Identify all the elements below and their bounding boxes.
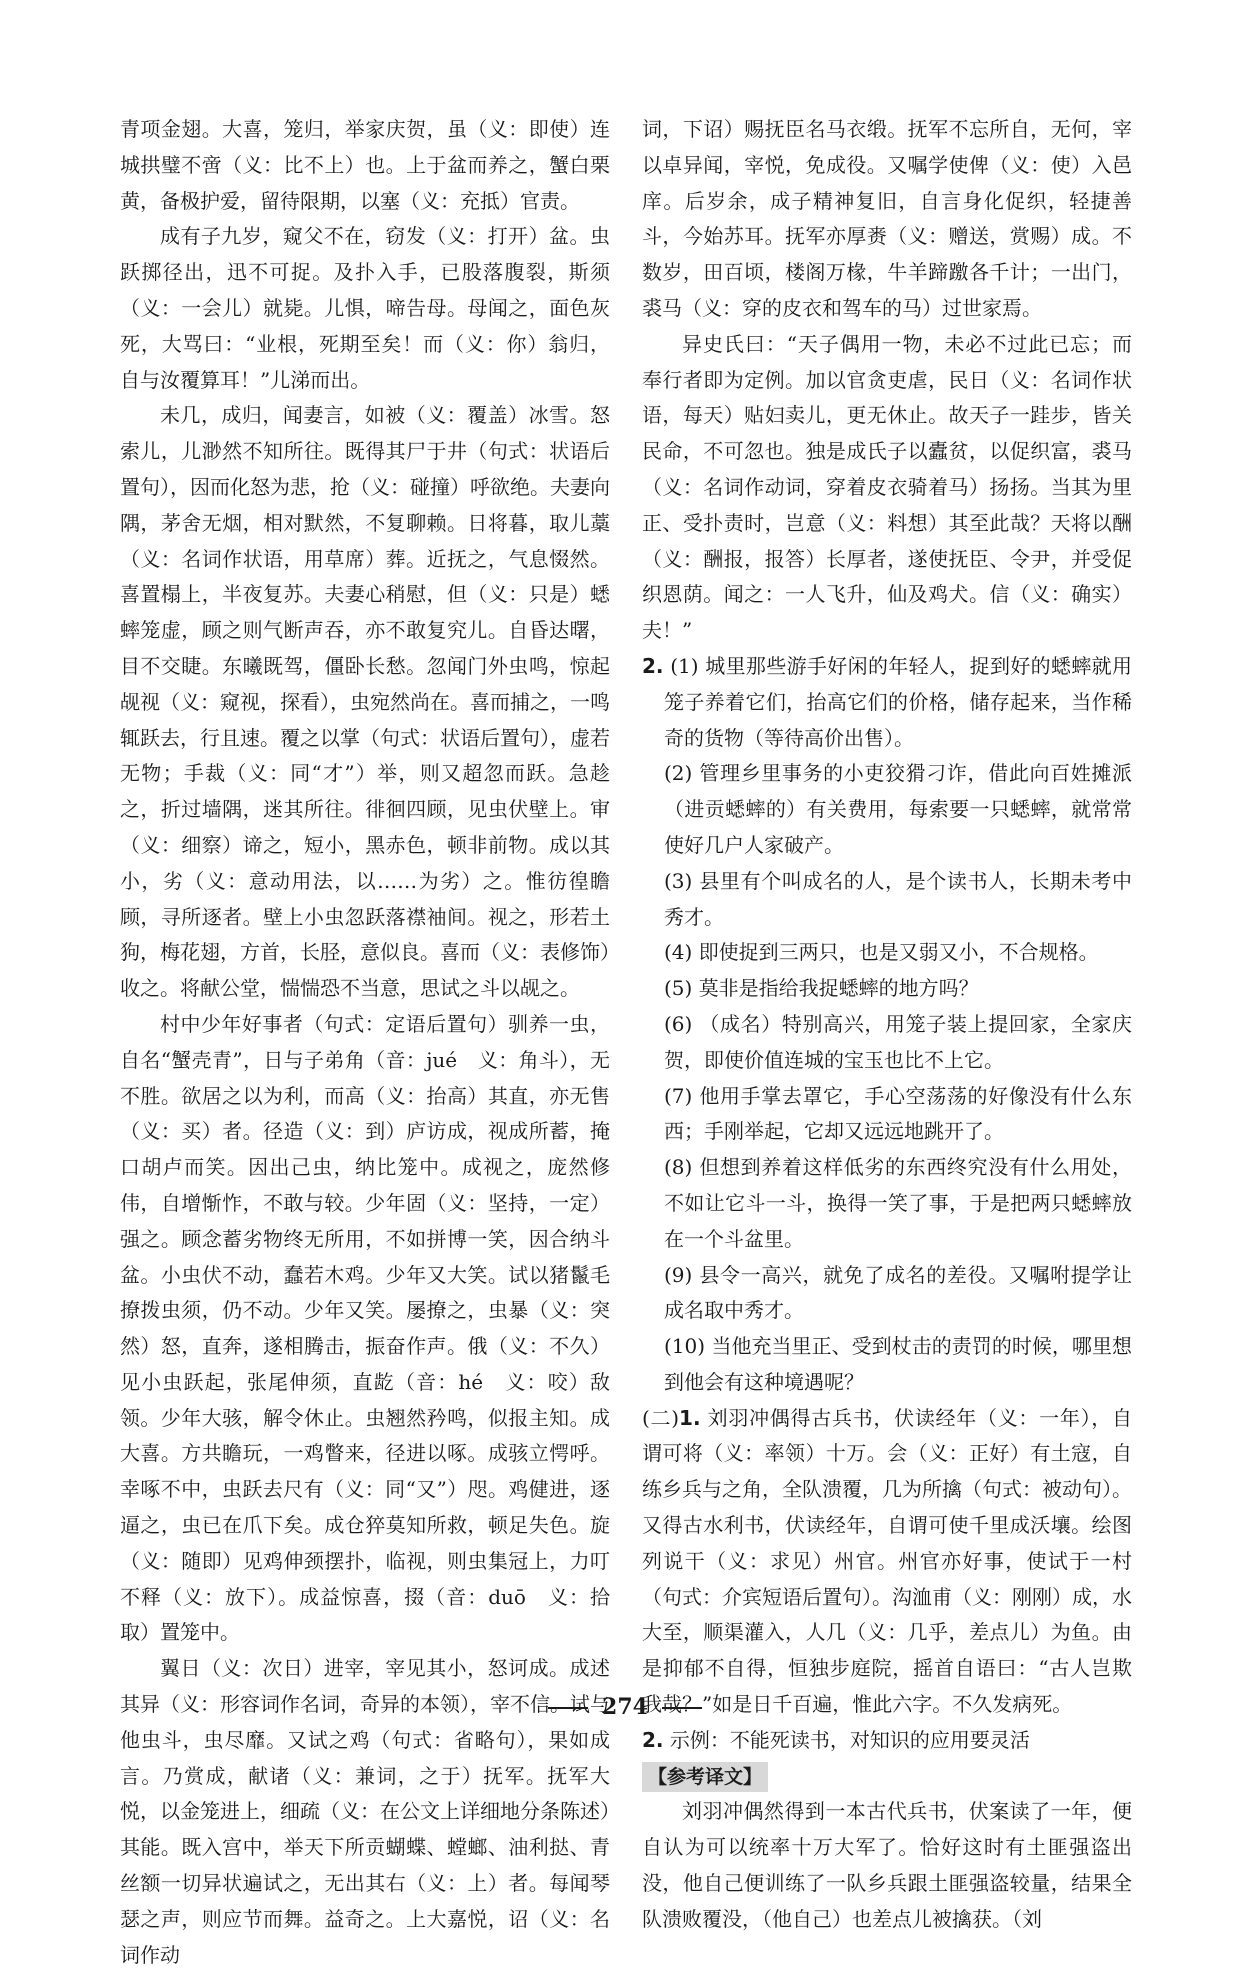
answer-item: (5) 莫非是指给我捉蟋蟀的地方吗？ [664,976,979,1001]
answer-text: 示例：不能死读书，对知识的应用要灵活 [669,1727,1030,1752]
paragraph: 青项金翅。大喜，笼归，举家庆贺，虽（义：即使）连城拱璧不啻（义：比不上）也。上于盆而养之，蟹白栗黄，备极护爱，留待限期，以塞（义：充抵）官责。 [120,117,610,213]
answer-item [642,649,1132,756]
page-footer [0,1694,1250,1720]
section-label: (二) [642,1405,680,1430]
paragraph: 村中少年好事者（句式：定语后置句）驯养一虫，自名“蟹壳青”，日与子弟角（音：jué 义：角斗），无不胜。欲居之以为利，而高（义：抬高）其直，亦无售（义：买）者。径造（义：到）庐访成，视成所蓄，掩口胡卢而笑。因出己虫，纳比笼中。成视之，庞然修伟，自增惭怍，不敢与较。少年固（义：坚持，一定）强之。顾念蓄劣物终无所用，不如拼博一笑，因合纳斗盆。小虫伏不动，蠢若木鸡。少年又大笑。试以猪鬣毛撩拨虫须，仍不动。少年又笑。屡撩之，虫暴（义：突然）怒，直奔，遂相腾击，振奋作声。俄（义：不久）见小虫跃起，张尾伸须，直龁（音：hé 义：咬）敌领。少年大骇，解令休止。虫翘然矜鸣，似报主知。成大喜。方共瞻玩，一鸡瞥来，径进以啄。成骇立愕呼。幸啄不中，虫跃去尺有（义：同“又”）咫。鸡健进，逐逼之，虫已在爪下矣。成仓猝莫知所救，顿足失色。旋（义：随即）见鸡伸颈摆扑，临视，则虫集冠上，力叮不释（义：放下）。成益惊喜，掇（音：duō 义：拾取）置笼中。 [120,1011,610,1645]
answer-item: (10) 当他充当里正、受到杖击的责罚的时候，哪里想到他会有这种境遇呢？ [664,1334,1132,1394]
answer-item: (8) 但想到养着这样低劣的东西终究没有什么用处，不如让它斗一斗，换得一笑了事，于是把两只蟋蟀放在一个斗盆里。 [664,1155,1132,1251]
answer-text: (1) 城里那些游手好闲的年轻人，捉到好的蟋蟀就用笼子养着它们，抬高它们的价格，储存起来，当作稀奇的货物（等待高价出售）。 [664,653,1133,750]
answer-item: (2) 管理乡里事务的小吏狡猾刁诈，借此向百姓摊派（进贡蟋蟀的）有关费用，每索要一只蟋蟀，就常常使好几户人家破产。 [664,761,1132,857]
answer-item: (6) （成名）特别高兴，用笼子装上提回家，全家庆贺，即使价值连城的宝玉也比不上它。 [664,1011,1132,1072]
question-number: 2. [642,1727,664,1752]
question-number: 2. [642,653,664,678]
footer-rule-right [662,1707,702,1709]
footer-rule-left [548,1707,588,1709]
paragraph: 成有子九岁，窥父不在，窃发（义：打开）盆。虫跃掷径出，迅不可捉。及扑入手，已股落腹裂，斯须（义：一会儿）就毙。儿惧，啼告母。母闻之，面色灰死，大骂曰：“业根，死期至矣！而（义：你）翁归，自与汝覆算耳！”儿涕而出。 [120,224,610,392]
paragraph: 异史氏曰：“天子偶用一物，未必不过此已忘；而奉行者即为定例。加以官贪吏虐，民日（义：名词作状语，每天）贴妇卖儿，更无休止。故天子一跬步，皆关民命，不可忽也。独是成氏子以蠹贫，以促织富，裘马（义：名词作动词，穿着皮衣骑着马）扬扬。当其为里正、受扑责时，岂意（义：料想）其至此哉？天将以酬（义：酬报，报答）长厚者，遂使抚臣、令尹，并受促织恩荫。闻之：一人飞升，仙及鸡犬。信（义：确实）夫！” [642,331,1132,643]
answer-item: (3) 县里有个叫成名的人，是个读书人，长期未考中秀才。 [664,868,1132,929]
answer-item: (4) 即使捉到三两只，也是又弱又小，不合规格。 [664,940,1099,965]
question-number: 1. [679,1405,701,1430]
answer-item: (9) 县令一高兴，就免了成名的差役。又嘱咐提学让成名取中秀才。 [664,1262,1132,1323]
paragraph: 词，下诏）赐抚臣名马衣缎。抚军不忘所自，无何，宰以卓异闻，宰悦，免成役。又嘱学使俾（义：使）入邑庠。后岁余，成子精神复旧，自言身化促织，轻捷善斗，今始苏耳。抚军亦厚赉（义：赠送，赏赐）成。不数岁，田百顷，楼阁万椽，牛羊蹄躈各千计；一出门，裘马（义：穿的皮衣和驾车的马）过世家焉。 [642,117,1132,320]
answer-item: (7) 他用手掌去罩它，手心空荡荡的好像没有什么东西；手刚举起，它却又远远地跳开了。 [664,1083,1132,1144]
answer-item [642,1723,1132,1759]
right-column [642,112,1132,1938]
paragraph: 未几，成归，闻妻言，如被（义：覆盖）冰雪。怒索儿，儿渺然不知所往。既得其尸于井（句式：状语后置句），因而化怒为悲，抢（义：碰撞）呼欲绝。夫妻向隅，茅舍无烟，相对默然，不复聊赖。日将暮，取儿藁（义：名词作状语，用草席）葬。近抚之，气息惙然。喜置榻上，半夜复苏。夫妻心稍慰，但（义：只是）蟋蟀笼虚，顾之则气断声吞，亦不敢复究儿。自昏达曙，目不交睫。东曦既驾，僵卧长愁。忽闻门外虫鸣，惊起觇视（义：窥视，探看），虫宛然尚在。喜而捕之，一鸣辄跃去，行且速。覆之以掌（句式：状语后置句），虚若无物；手裁（义：同“才”）举，则又超忽而跃。急趁之，折过墙隅，迷其所往。徘徊四顾，见虫伏壁上。审（义：细察）谛之，短小，黑赤色，顿非前物。成以其小，劣（义：意动用法，以……为劣）之。惟彷徨瞻顾，寻所逐者。壁上小虫忽跃落襟袖间。视之，形若土狗，梅花翅，方首，长胫，意似良。喜而（义：表修饰）收之。将献公堂，惴惴恐不当意，思试之斗以觇之。 [120,403,610,1001]
paragraph: 刘羽冲偶然得到一本古代兵书，伏案读了一年，便自认为可以统率十万大军了。恰好这时有土匪强盗出没，他自己便训练了一队乡兵跟土匪强盗较量，结果全队溃败覆没，（他自己）也差点儿被擒获。（刘 [642,1799,1132,1931]
reference-translation-label: 【参考译文】 [642,1762,768,1792]
answer-text: 刘羽冲偶得古兵书，伏读经年（义：一年），自谓可将（义：率领）十万。会（义：正好）有土寇，自练乡兵与之角，全队溃覆，几为所擒（句式：被动句）。又得古水利书，伏读经年，自谓可使千里成沃壤。绘图列说干（义：求见）州官。州官亦好事，使试于一村（句式：介宾短语后置句）。沟洫甫（义：刚刚）成，水大至，顺渠灌入，人几（义：几乎，差点儿）为鱼。由是抑郁不自得，恒独步庭院，摇首自语曰：“古人岂欺我哉？”如是日千百遍，惟此六字。不久发病死。 [642,1405,1133,1717]
paragraph: 翼日（义：次日）进宰，宰见其小，怒诃成。成述其异（义：形容词作名词，奇异的本领），宰不信。试与他虫斗，虫尽靡。又试之鸡（句式：省略句），果如成言。乃赏成，献诸（义：兼词，之于）抚军。抚军大悦，以金笼进上，细疏（义：在公文上详细地分条陈述）其能。既入宫中，举天下所贡蝴蝶、螳螂、油利挞、青丝额一切异状遍试之，无出其右（义：上）者。每闻琴瑟之声，则应节而舞。益奇之。上大嘉悦，诏（义：名词作动 [120,1656,610,1967]
answer-item [642,1401,1132,1723]
page-number: 274 [602,1694,648,1720]
